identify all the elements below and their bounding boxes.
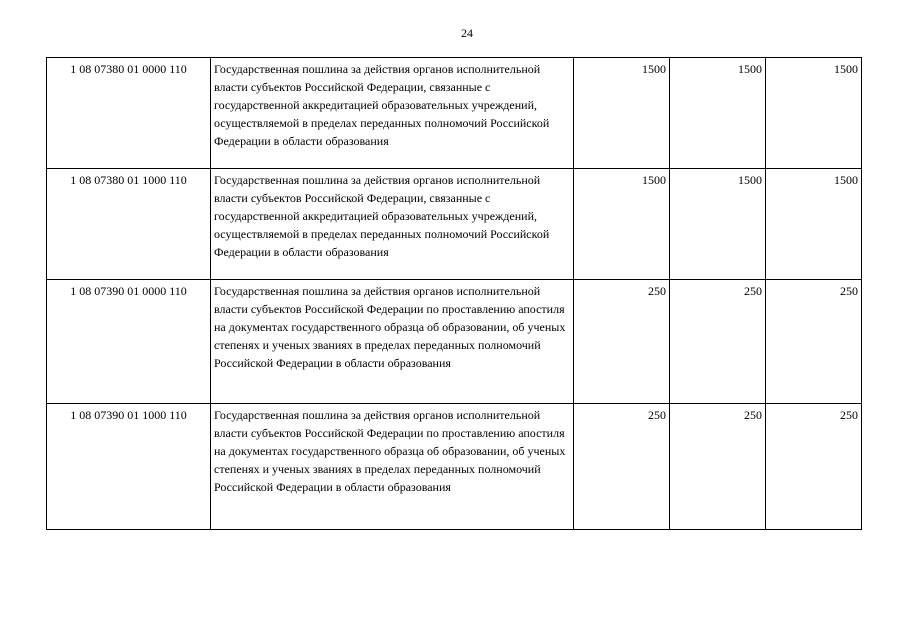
description-cell: Государственная пошлина за действия органов исполнительной власти субъектов Российской Федерации, связанные с государственной аккредитацией образовательных учреждений, осуществляемой в пределах переданных полномочий Российской Федерации в области образования: [211, 169, 574, 280]
amount-cell-year-3: 250: [766, 404, 862, 530]
amount-cell-year-1: 250: [574, 280, 670, 404]
table-row: [47, 58, 862, 169]
budget-code-cell: 1 08 07390 01 1000 110: [47, 404, 211, 530]
description-cell: Государственная пошлина за действия органов исполнительной власти субъектов Российской Федерации по проставлению апостиля на документах государственного образца об образовании, об ученых степенях и ученых званиях в пределах переданных полномочий Российской Федерации в области образования: [211, 404, 574, 530]
table-row: [47, 280, 862, 404]
amount-cell-year-3: 1500: [766, 169, 862, 280]
amount-cell-year-2: 250: [670, 280, 766, 404]
amount-cell-year-3: 250: [766, 280, 862, 404]
amount-cell-year-3: 1500: [766, 58, 862, 169]
amount-cell-year-1: 1500: [574, 169, 670, 280]
amount-cell-year-1: 1500: [574, 58, 670, 169]
table-row: [47, 404, 862, 530]
page-number: 24: [461, 26, 473, 40]
description-cell: Государственная пошлина за действия органов исполнительной власти субъектов Российской Федерации по проставлению апостиля на документах государственного образца об образовании, об ученых степенях и ученых званиях в пределах переданных полномочий Российской Федерации в области образования: [211, 280, 574, 404]
budget-code-cell: 1 08 07390 01 0000 110: [47, 280, 211, 404]
amount-cell-year-1: 250: [574, 404, 670, 530]
table-row: [47, 169, 862, 280]
amount-cell-year-2: 250: [670, 404, 766, 530]
budget-code-cell: 1 08 07380 01 0000 110: [47, 58, 211, 169]
revenue-table: [46, 57, 862, 530]
amount-cell-year-2: 1500: [670, 169, 766, 280]
budget-code-cell: 1 08 07380 01 1000 110: [47, 169, 211, 280]
description-cell: Государственная пошлина за действия органов исполнительной власти субъектов Российской Федерации, связанные с государственной аккредитацией образовательных учреждений, осуществляемой в пределах переданных полномочий Российской Федерации в области образования: [211, 58, 574, 169]
amount-cell-year-2: 1500: [670, 58, 766, 169]
